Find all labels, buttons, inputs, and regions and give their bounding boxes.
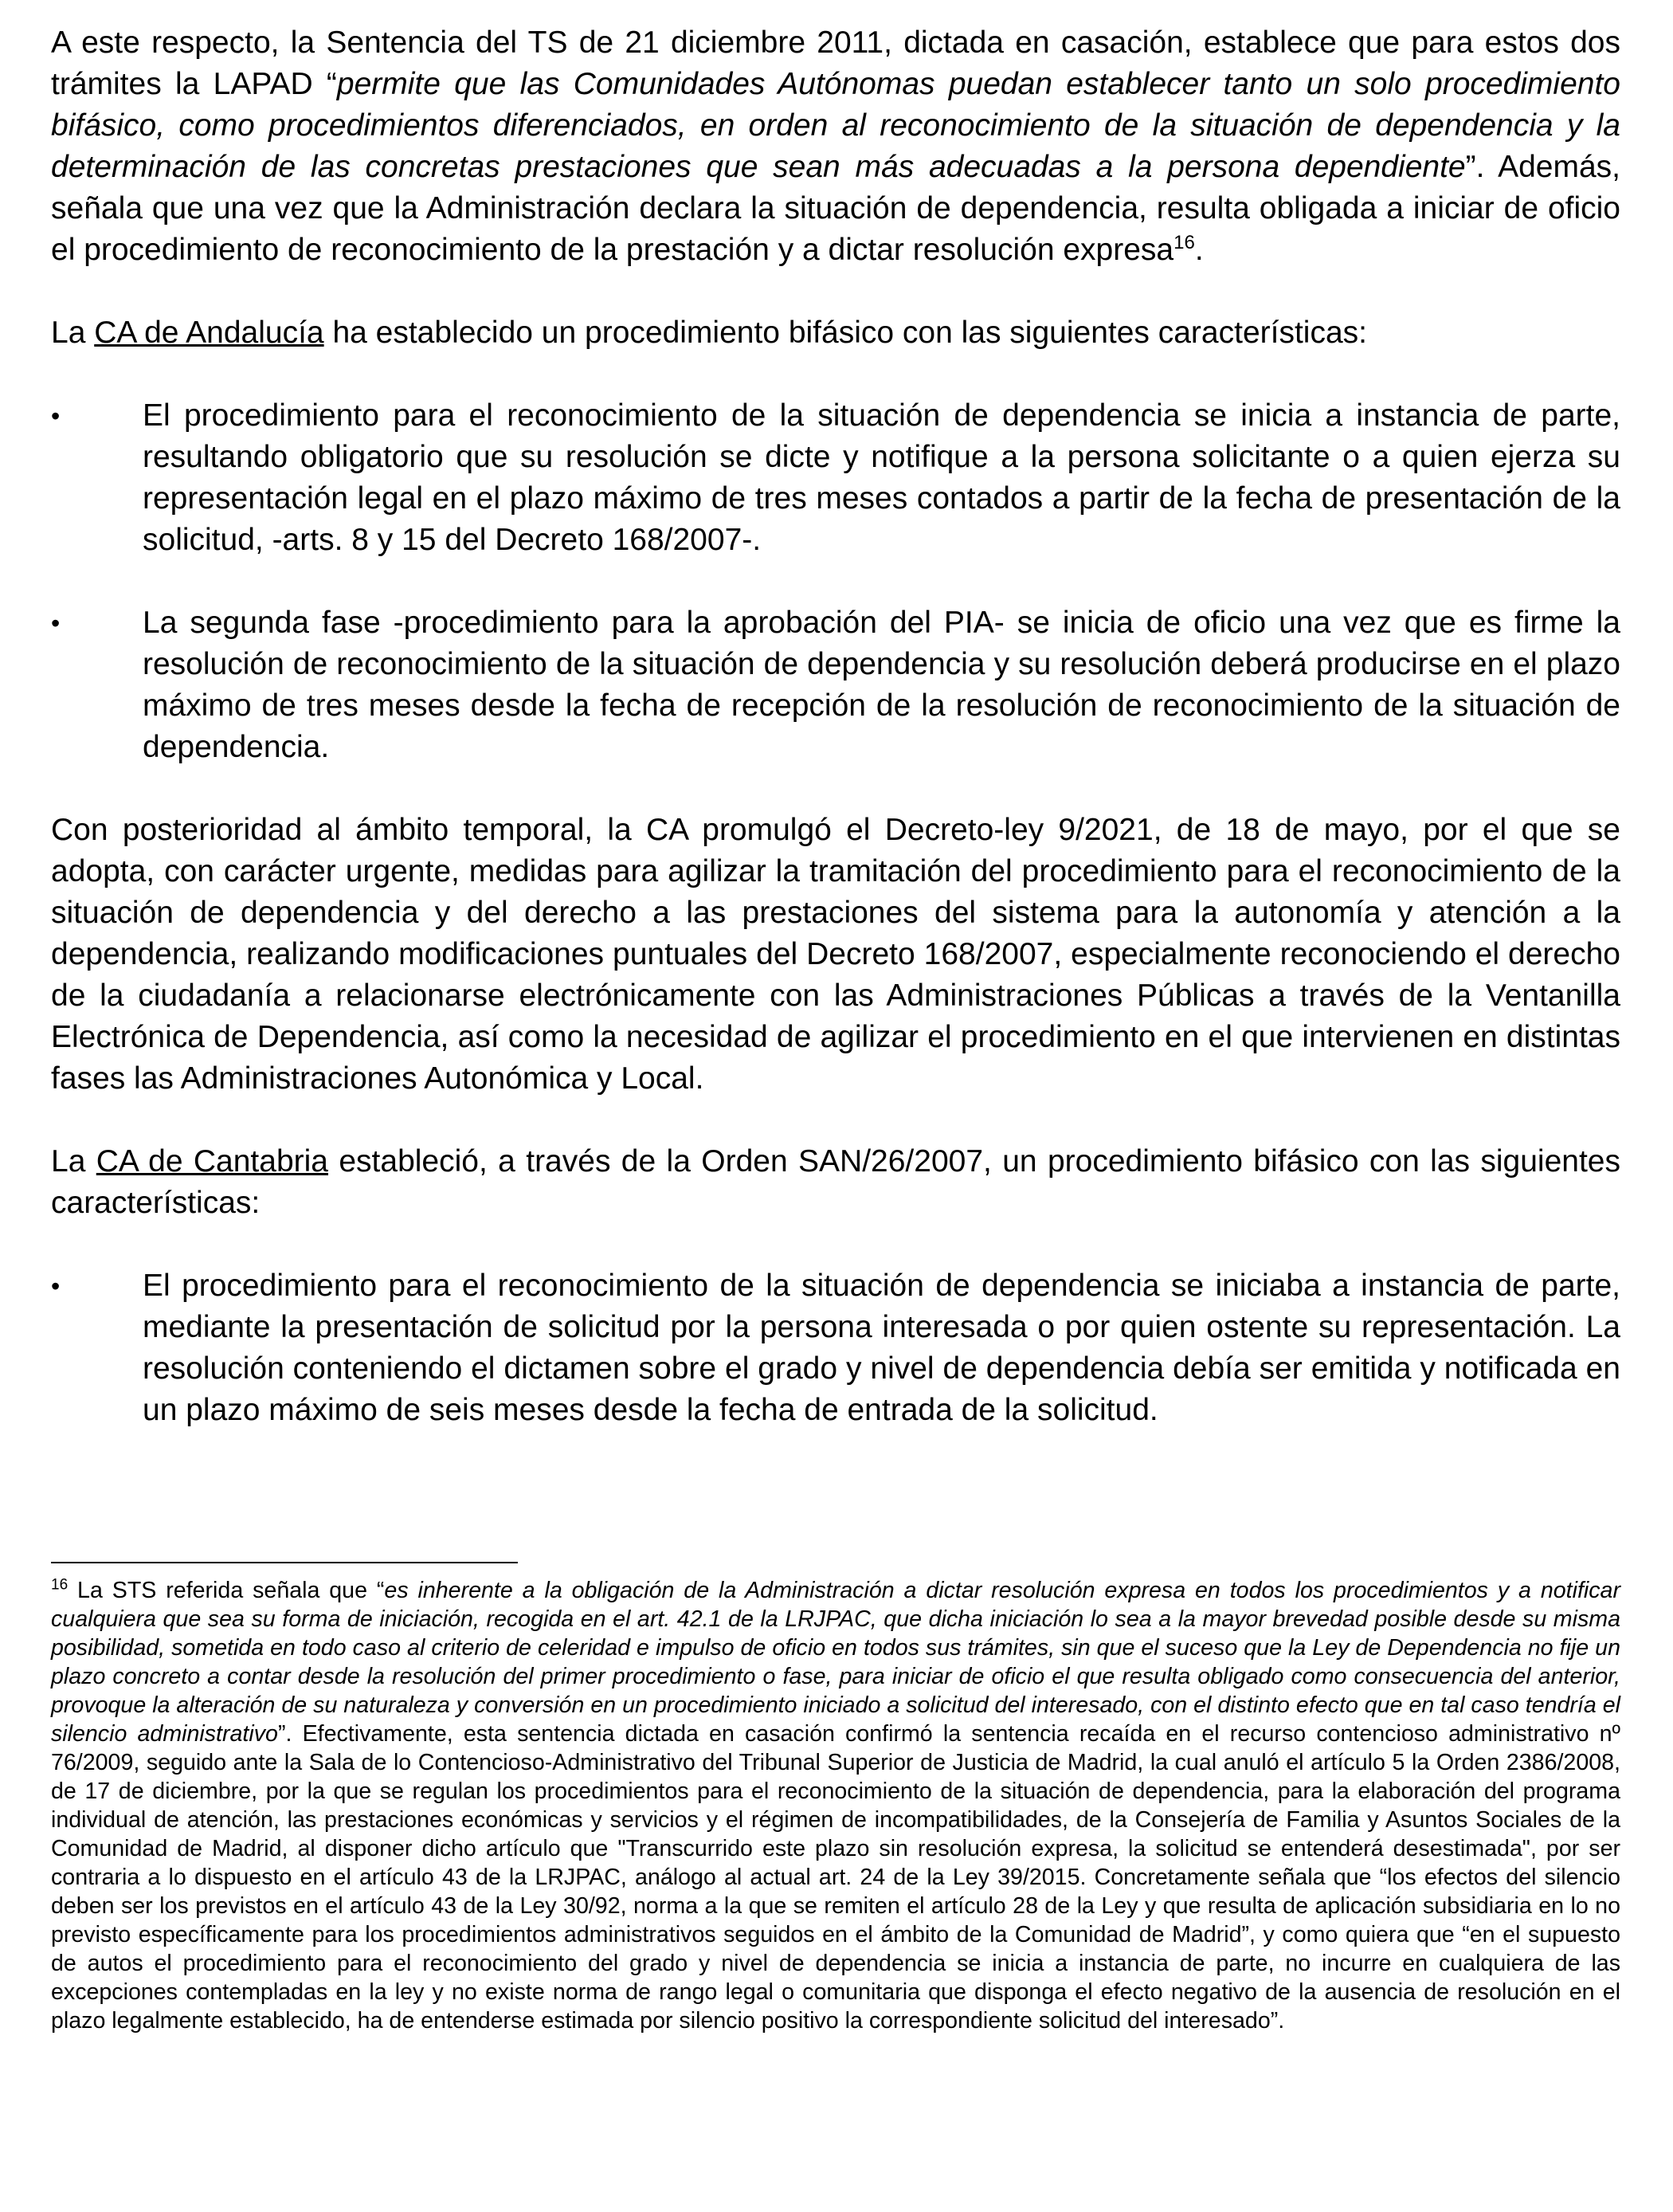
bullet-icon: •	[51, 1272, 61, 1300]
p1-text-b: ”. Además, señala que una vez que la Administración declara la situación de dependencia, resulta obligada a iniciar de oficio el procedimiento de reconocimiento de la prestación y a dictar resolución expresa	[51, 150, 1620, 267]
list-item	[51, 602, 1620, 768]
p1-end: .	[1194, 233, 1204, 267]
list-item	[51, 395, 1620, 561]
footnote-quote: es inherente a la obligación de la Administración a dictar resolución expresa en todos los procedimientos y a notificar cualquiera que sea su forma de iniciación, recogida en el art. 42.1 de la LRJPAC, que dicha iniciación lo sea a la mayor brevedad posible desde su misma posibilidad, sometida en todo caso al criterio de celeridad e impulso de oficio en todos sus trámites, sin que el suceso que la Ley de Dependencia no fije un plazo concreto a contar desde la resolución del primer procedimiento o fase, para iniciar de oficio el que resulta obligado como consecuencia del anterior, provoque la alteración de su naturaleza y conversión en un procedimiento iniciado a solicitud del interesado, con el distinto efecto que en tal caso tendría el silencio administrativo	[51, 1578, 1620, 1747]
bullet-icon: •	[51, 609, 61, 637]
link-ca-cantabria[interactable]: CA de Cantabria	[96, 1144, 328, 1179]
bullet-text: La segunda fase -procedimiento para la aprobación del PIA- se inicia de oficio una vez que es firme la resolución de reconocimiento de la situación de dependencia y su resolución deberá producirse en el plazo máximo de tres meses desde la fecha de recepción de la resolución de reconocimiento de la situación de dependencia.	[143, 606, 1620, 764]
p2-text-a: La	[51, 316, 95, 350]
paragraph-ts-sentencia	[51, 22, 1620, 271]
footnote-number: 16	[51, 1576, 69, 1594]
andalucia-bullet-list	[51, 395, 1620, 768]
footnote-16	[51, 1576, 1620, 2035]
p4-text-b: estableció, a través de la Orden SAN/26/2007, un procedimiento bifásico con las siguientes características:	[51, 1144, 1620, 1220]
bullet-text: El procedimiento para el reconocimiento de la situación de dependencia se iniciaba a instancia de parte, mediante la presentación de solicitud por la persona interesada o por quien ostente su representación. La resolución conteniendo el dictamen sobre el grado y nivel de dependencia debía ser emitida y notificada en un plazo máximo de seis meses desde la fecha de entrada de la solicitud.	[143, 1269, 1620, 1427]
footnote-separator	[51, 1562, 518, 1563]
p4-text-a: La	[51, 1144, 96, 1179]
paragraph-decreto-ley: Con posterioridad al ámbito temporal, la CA promulgó el Decreto-ley 9/2021, de 18 de mayo, por el que se adopta, con carácter urgente, medidas para agilizar la tramitación del procedimiento para el reconocimiento de la situación de dependencia y del derecho a las prestaciones del sistema para la autonomía y atención a la dependencia, realizando modificaciones puntuales del Decreto 168/2007, especialmente reconociendo el derecho de la ciudadanía a relacionarse electrónicamente con las Administraciones Públicas a través de la Ventanilla Electrónica de Dependencia, así como la necesidad de agilizar el procedimiento en el que intervienen en distintas fases las Administraciones Autonómica y Local.	[51, 813, 1620, 1096]
p1-text-a: A este respecto, la Sentencia del TS de 21 diciembre 2011, dictada en casación, establece que para estos dos trámites la LAPAD “	[51, 25, 1620, 101]
paragraph-cantabria-intro	[51, 1141, 1620, 1224]
cantabria-bullet-list	[51, 1265, 1620, 1431]
p2-text-b: ha establecido un procedimiento bifásico con las siguientes características:	[323, 316, 1367, 350]
paragraph-andalucia-intro	[51, 312, 1620, 354]
p1-quote: permite que las Comunidades Autónomas puedan establecer tanto un solo procedimiento bifásico, como procedimientos diferenciados, en orden al reconocimiento de la situación de dependencia y la determinación de las concretas prestaciones que sean más adecuadas a la persona dependiente	[51, 67, 1620, 184]
footnote-ref-16[interactable]: 16	[1173, 232, 1195, 253]
link-ca-andalucia[interactable]: CA de Andalucía	[94, 316, 324, 350]
list-item	[51, 1265, 1620, 1431]
bullet-icon: •	[51, 402, 61, 430]
footnote-rest: ”. Efectivamente, esta sentencia dictada en casación confirmó la sentencia recaída en el recurso contencioso administrativo nº 76/2009, seguido ante la Sala de lo Contencioso-Administrativo del Tribunal Superior de Justicia de Madrid, la cual anuló el artículo 5 la Orden 2386/2008, de 17 de diciembre, por la que se regulan los procedimientos para el reconocimiento de la situación de dependencia, para la elaboración del programa individual de atención, las prestaciones económicas y servicios y el régimen de incompatibilidades, de la Consejería de Familia y Asuntos Sociales de la Comunidad de Madrid, al disponer dicho artículo que "Transcurrido este plazo sin resolución expresa, la solicitud se entenderá desestimada", por ser contraria a lo dispuesto en el artículo 43 de la LRJPAC, análogo al actual art. 24 de la Ley 39/2015. Concretamente señala que “los efectos del silencio deben ser los previstos en el artículo 43 de la Ley 30/92, norma a la que se remiten el artículo 28 de la Ley y que resulta de aplicación subsidiaria en lo no previsto específicamente para los procedimientos administrativos seguidos en el ámbito de la Comunidad de Madrid”, y como quiera que “en el supuesto de autos el procedimiento para el reconocimiento del grado y nivel de dependencia se inicia a instancia de parte, no incurre en cualquiera de las excepciones contempladas en la ley y no existe norma de rango legal o comunitaria que disponga el efecto negativo de la ausencia de resolución en el plazo legalmente establecido, ha de entenderse estimada por silencio positivo la correspondiente solicitud del interesado”.	[51, 1721, 1621, 2034]
bullet-text: El procedimiento para el reconocimiento de la situación de dependencia se inicia a instancia de parte, resultando obligatorio que su resolución se dicte y notifique a la persona solicitante o a quien ejerza su representación legal en el plazo máximo de tres meses contados a partir de la fecha de presentación de la solicitud, -arts. 8 y 15 del Decreto 168/2007-.	[143, 398, 1620, 557]
document-page	[51, 22, 1620, 1473]
footnote-intro: La STS referida señala que “	[68, 1578, 385, 1603]
